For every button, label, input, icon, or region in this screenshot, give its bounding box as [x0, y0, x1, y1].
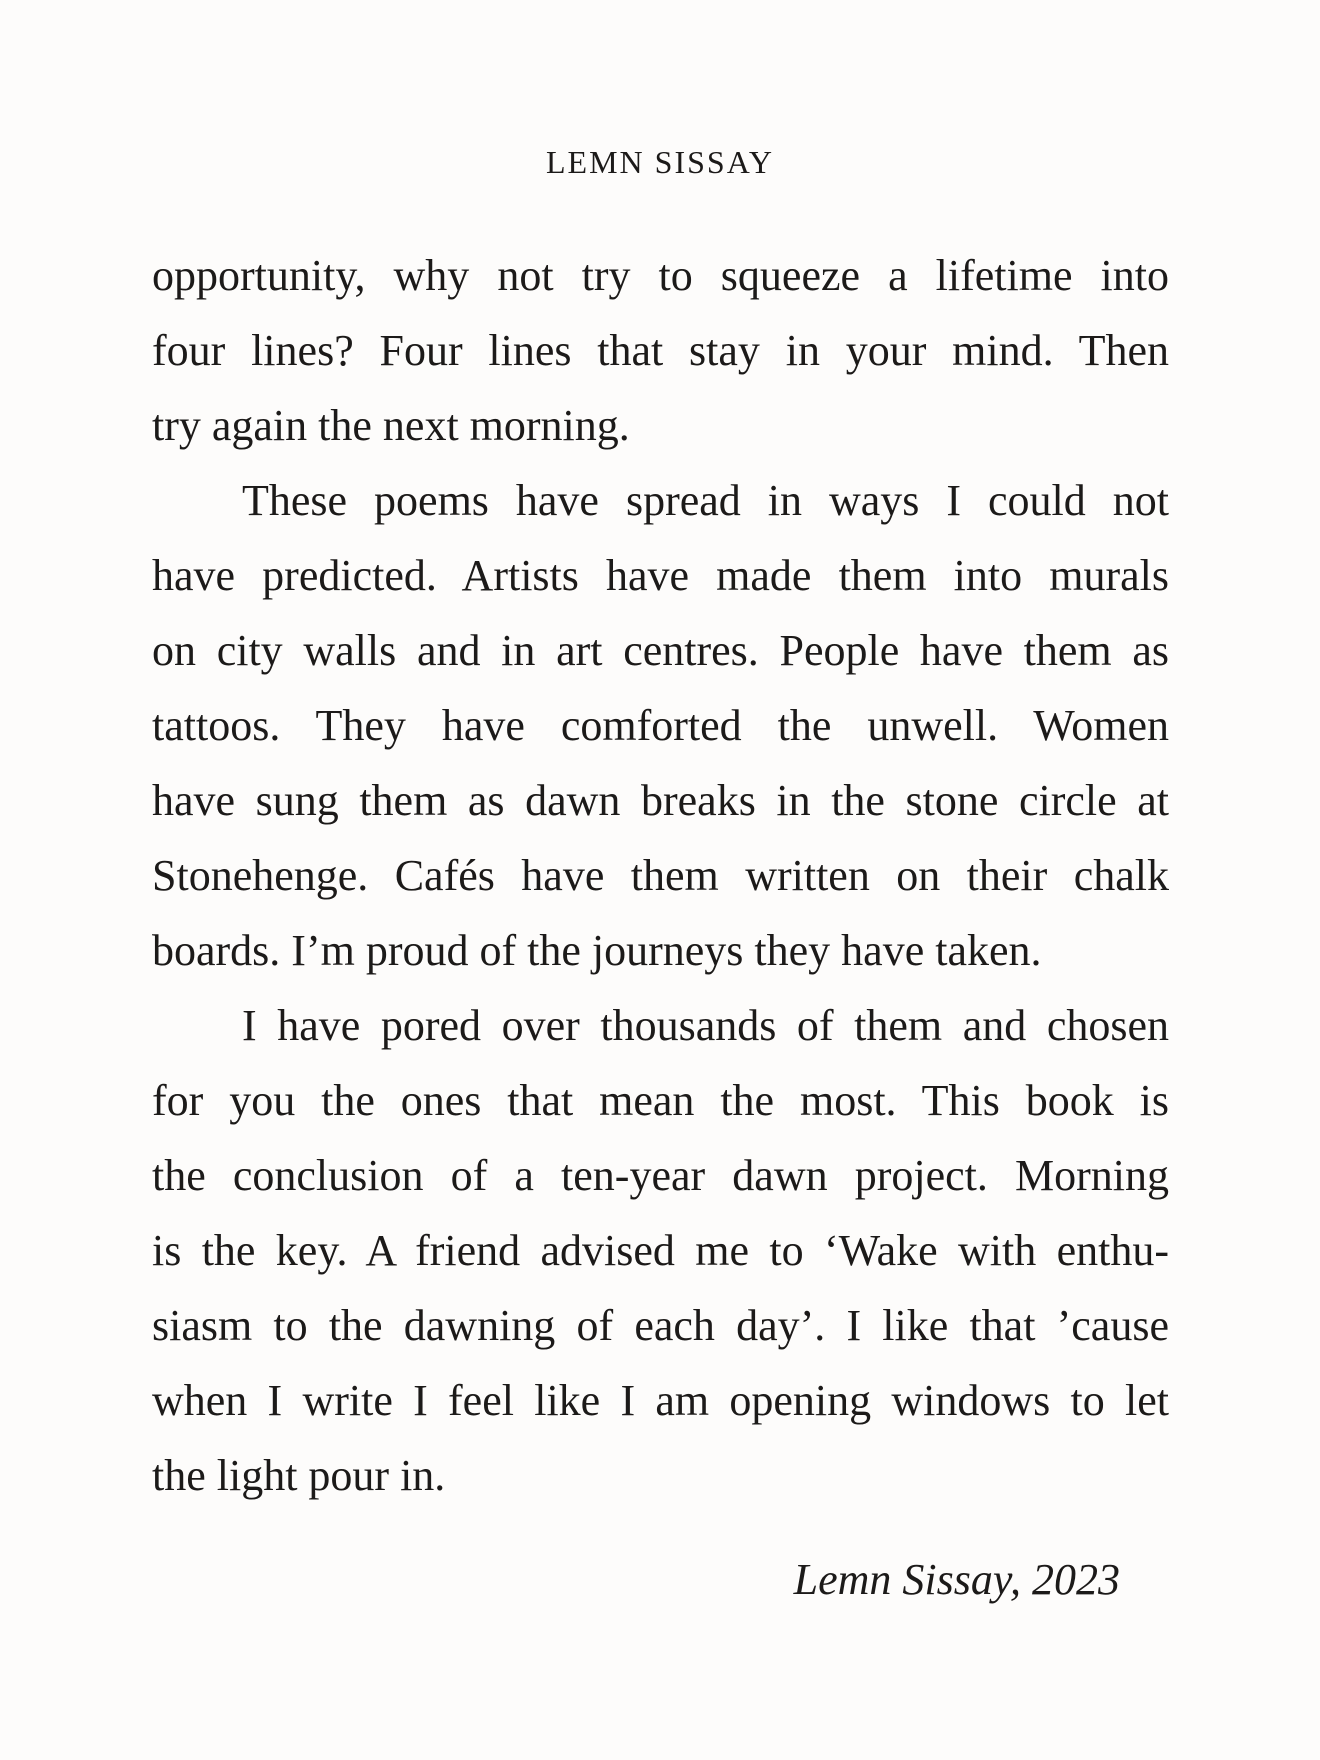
- text-line: for you the ones that mean the most. This book is: [152, 1076, 1169, 1125]
- text-line: four lines? Four lines that stay in your mind. Then: [152, 326, 1169, 375]
- text-line: when I write I feel like I am opening windows to let: [152, 1376, 1169, 1425]
- paragraph-first-line: These poems have spread in ways I could not: [242, 476, 1169, 525]
- text-line: on city walls and in art centres. People have them as: [152, 626, 1169, 675]
- text-line: Stonehenge. Cafés have them written on their chalk: [152, 851, 1169, 900]
- text-line: have sung them as dawn breaks in the stone circle at: [152, 776, 1169, 825]
- body-text: [152, 238, 1169, 1513]
- paragraph-first-line: I have pored over thousands of them and chosen: [242, 1001, 1169, 1050]
- text-line: opportunity, why not try to squeeze a lifetime into: [152, 251, 1169, 300]
- text-line: the light pour in.: [152, 1451, 446, 1500]
- text-line: have predicted. Artists have made them into murals: [152, 551, 1169, 600]
- text-line: tattoos. They have comforted the unwell. Women: [152, 701, 1169, 750]
- text-line: is the key. A friend advised me to ‘Wake with enthu-: [152, 1226, 1169, 1275]
- author-signature: Lemn Sissay, 2023: [793, 1555, 1120, 1604]
- running-head: LEMN SISSAY: [546, 144, 774, 180]
- text-line: siasm to the dawning of each day’. I like that ’cause: [152, 1301, 1169, 1350]
- text-line: try again the next morning.: [152, 401, 630, 450]
- text-line: boards. I’m proud of the journeys they have taken.: [152, 926, 1042, 975]
- text-line: the conclusion of a ten-year dawn project. Morning: [152, 1151, 1169, 1200]
